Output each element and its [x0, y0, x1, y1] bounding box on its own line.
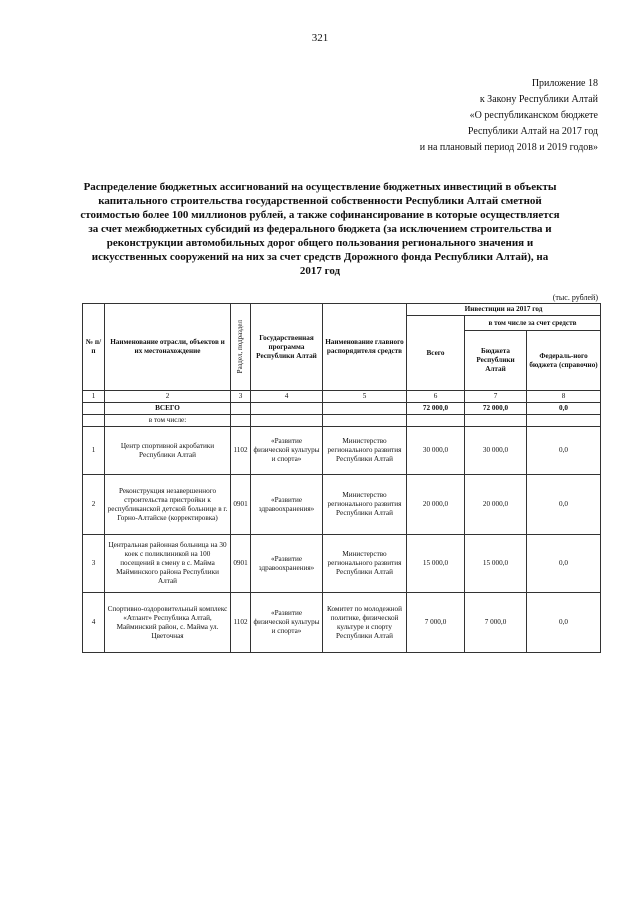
col-number: 4 [251, 391, 323, 403]
header-name: Наименование отрасли, объектов и их местонахождение [105, 304, 231, 391]
header-investments: Инвестиции на 2017 год [407, 304, 601, 316]
row-federal: 0,0 [527, 593, 601, 653]
appendix-line: «О республиканском бюджете [469, 110, 598, 121]
col-number: 8 [527, 391, 601, 403]
row-regional: 20 000,0 [465, 475, 527, 535]
row-section: 0901 [231, 475, 251, 535]
total-row [83, 403, 601, 415]
header-including: в том числе за счет средств [465, 316, 601, 331]
row-name: Центр спортивной акробатики Республики Алтай [105, 427, 231, 475]
row-manager: Министерство регионального развития Республики Алтай [323, 475, 407, 535]
col-number: 6 [407, 391, 465, 403]
row-manager: Комитет по молодежной политике, физической культуре и спорту Республики Алтай [323, 593, 407, 653]
including-label: в том числе: [105, 415, 231, 427]
row-section: 1102 [231, 593, 251, 653]
column-numbers-row [83, 391, 601, 403]
appendix-line: к Закону Республики Алтай [479, 94, 598, 105]
col-number: 7 [465, 391, 527, 403]
units-note: (тыс. рублей) [552, 293, 598, 302]
total-value: 72 000,0 [407, 403, 465, 415]
header-manager: Наименование главного распорядителя средств [323, 304, 407, 391]
row-name: Реконструкция незавершенного строительства пристройки к республиканской детской больнице в г. Горно-Алтайске (корректировка) [105, 475, 231, 535]
row-manager: Министерство регионального развития Республики Алтай [323, 427, 407, 475]
row-name: Спортивно-оздоровительный комплекс «Атлант» Республика Алтай, Майминский район, с. Майма ул. Цветочная [105, 593, 231, 653]
total-regional: 72 000,0 [465, 403, 527, 415]
table-row [83, 427, 601, 475]
row-num: 1 [83, 427, 105, 475]
row-federal: 0,0 [527, 475, 601, 535]
row-federal: 0,0 [527, 535, 601, 593]
row-regional: 7 000,0 [465, 593, 527, 653]
header-total: Всего [407, 316, 465, 391]
header-section [231, 304, 251, 391]
table-row [83, 535, 601, 593]
header-section-label: Раздел, подраздел [236, 320, 244, 374]
row-num: 2 [83, 475, 105, 535]
row-program: «Развитие здравоохранения» [251, 535, 323, 593]
row-regional: 30 000,0 [465, 427, 527, 475]
row-program: «Развитие здравоохранения» [251, 475, 323, 535]
row-manager: Министерство регионального развития Республики Алтай [323, 535, 407, 593]
row-num: 3 [83, 535, 105, 593]
page-number: 321 [311, 32, 329, 44]
col-number: 1 [83, 391, 105, 403]
row-section: 1102 [231, 427, 251, 475]
row-federal: 0,0 [527, 427, 601, 475]
col-number: 5 [323, 391, 407, 403]
document-title: Распределение бюджетных ассигнований на осуществление бюджетных инвестиций в объекты капитального строительства государственной собственности Республики Алтай сметной стоимостью более 100 миллионов рублей, а также софинансирование в которые осуществляется за счет межбюджетных субсидий из федерального бюджета (за исключением строительства и реконструкции автомобильных дорог общего пользования регионального значения и искусственных сооружений на них за счет средств Дорожного фонда Республики Алтай), на 2017 год [80, 181, 560, 277]
header-num: № п/п [83, 304, 105, 391]
row-program: «Развитие физической культуры и спорта» [251, 593, 323, 653]
row-total: 15 000,0 [407, 535, 465, 593]
appendix-line: Приложение 18 [531, 78, 598, 89]
appendix-header [420, 76, 598, 156]
appendix-line: и на плановый период 2018 и 2019 годов» [419, 142, 598, 153]
header-regional: Бюджета Республики Алтай [465, 331, 527, 391]
row-num: 4 [83, 593, 105, 653]
row-total: 20 000,0 [407, 475, 465, 535]
total-label: ВСЕГО [105, 403, 231, 415]
row-total: 30 000,0 [407, 427, 465, 475]
header-program: Государственная программа Республики Алтай [251, 304, 323, 391]
col-number: 2 [105, 391, 231, 403]
table-row [83, 593, 601, 653]
col-number: 3 [231, 391, 251, 403]
appendix-line: Республики Алтай на 2017 год [467, 126, 598, 137]
investment-table [82, 303, 601, 653]
total-federal: 0,0 [527, 403, 601, 415]
row-regional: 15 000,0 [465, 535, 527, 593]
header-federal: Федераль-ного бюджета (справочно) [527, 331, 601, 391]
row-total: 7 000,0 [407, 593, 465, 653]
row-program: «Развитие физической культуры и спорта» [251, 427, 323, 475]
including-row [83, 415, 601, 427]
table-row [83, 475, 601, 535]
row-name: Центральная районная больница на 30 коек с поликлиникой на 100 посещений в смену в с. Майма Майминского района Республики Алтай [105, 535, 231, 593]
row-section: 0901 [231, 535, 251, 593]
